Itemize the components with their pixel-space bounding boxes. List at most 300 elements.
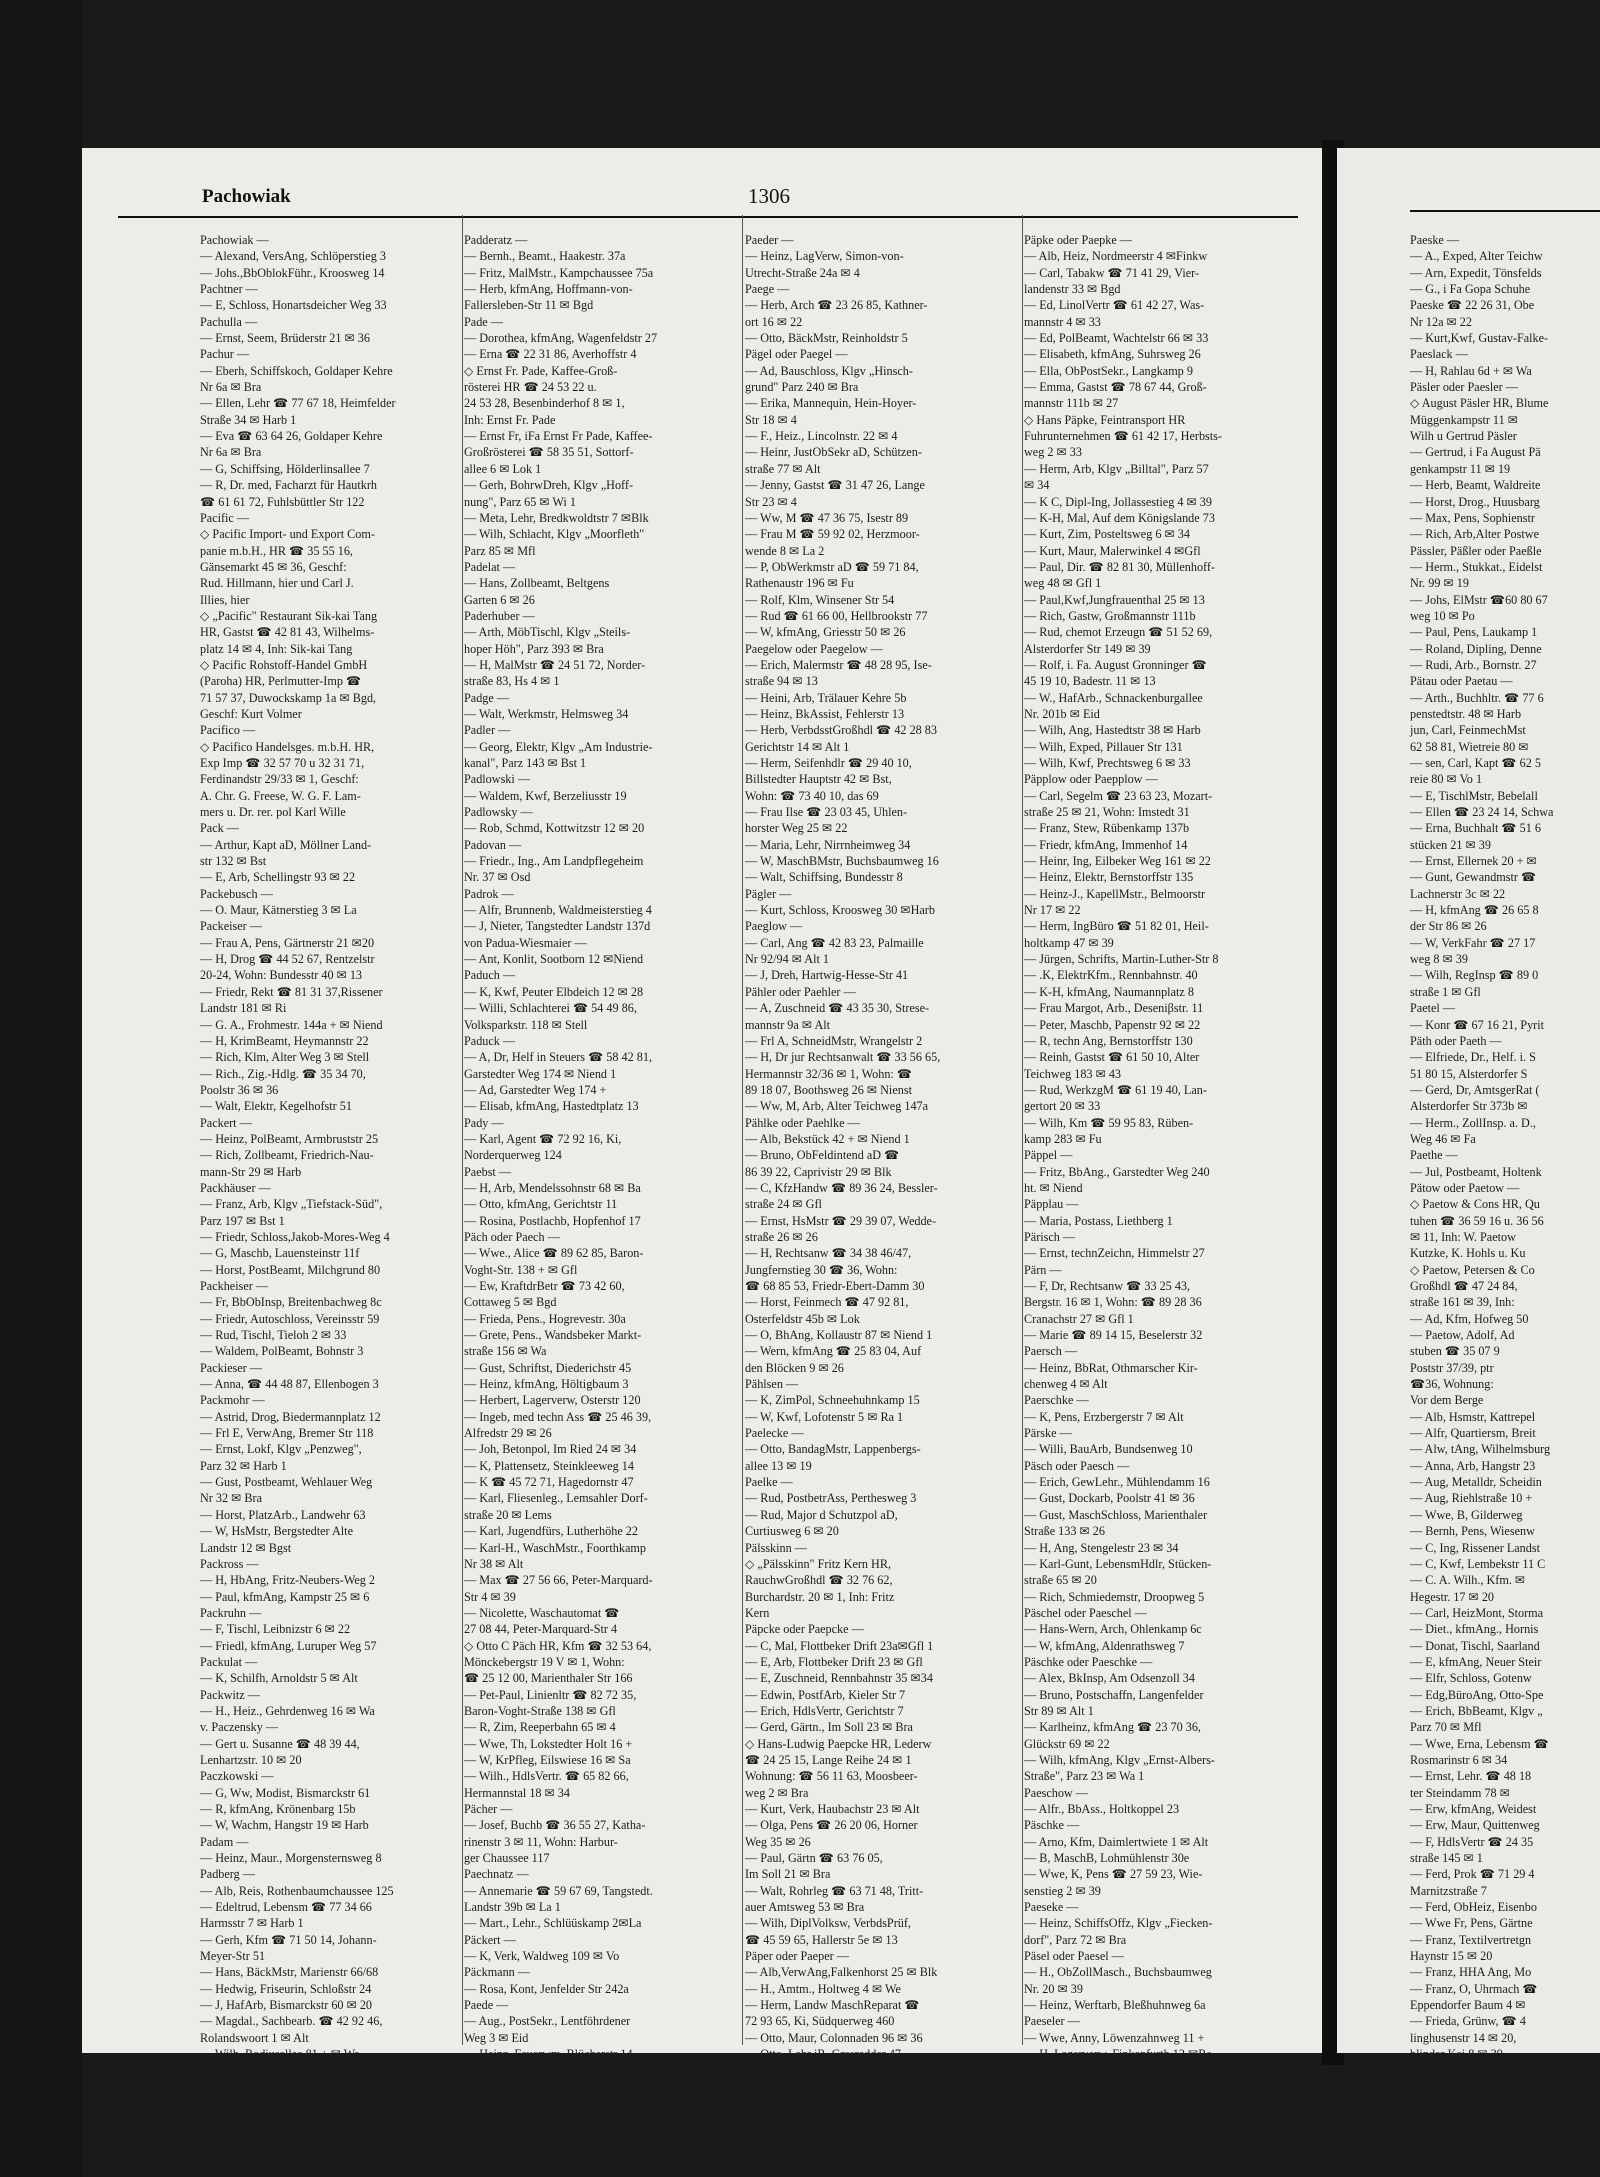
directory-entry-line: — Rud ☎ 61 66 00, Hellbrookstr 77 (745, 608, 928, 623)
directory-entry-line: — Rud, chemot Erzeugn ☎ 51 52 69, (1024, 625, 1213, 640)
directory-entry-line: — Wwe, Anny, Löwenzahnweg 11 + (1024, 2030, 1205, 2045)
directory-entry-line: mannstr 4 ✉ 33 (1024, 314, 1101, 329)
directory-entry-line: Padam — (200, 1834, 249, 1849)
directory-entry-line: Kutzke, K. Hohls u. Ku (1410, 1246, 1526, 1261)
directory-entry-line: rösterei HR ☎ 24 53 22 u. (464, 380, 597, 395)
directory-entry-line: Wilh u Gertrud Päsler (1410, 429, 1517, 444)
directory-entry-line: — H., Heiz., Gehrdenweg 16 ✉ Wa (200, 1703, 375, 1718)
directory-entry-line: — Wilh, DiplVolksw, VerbdsPrüf, (745, 1916, 911, 1931)
directory-entry-line: — Herm., ZollInsp. a. D., (1410, 1115, 1536, 1130)
directory-entry-line: — Magdal., Sachbearb. ☎ 42 92 46, (200, 2014, 383, 2029)
directory-entry-line: — Rich, Schmiedemstr, Droopweg 5 (1024, 1589, 1205, 1604)
directory-entry-line: — Otto, Maur, Colonnaden 96 ✉ 36 (745, 2030, 923, 2045)
directory-entry-line: — Ellen, Lehr ☎ 77 67 18, Heimfelder (200, 396, 396, 411)
directory-entry-line: Alfredstr 29 ✉ 26 (464, 1426, 552, 1441)
directory-entry-line: — Grete, Pens., Wandsbeker Markt- (464, 1328, 642, 1343)
directory-entry-line: — Frieda, Pens., Hogrevestr. 30a (464, 1311, 626, 1326)
directory-entry-line: kamp 283 ✉ Fu (1024, 1131, 1102, 1146)
directory-entry-line: — A., Exped, Alter Teichw (1410, 249, 1543, 264)
directory-entry-line: — C, Ing, Rissener Landst (1410, 1540, 1540, 1555)
directory-entry-line: Osterfeldstr 45b ✉ Lok (745, 1311, 860, 1326)
directory-entry-line: — Friedr, Schiffsing, Mart (1410, 2096, 1541, 2111)
directory-entry-line: HR, Gastst ☎ 42 81 43, Wilhelms- (200, 625, 375, 640)
directory-entry-line: Im Soll 21 ✉ Bra (745, 1867, 831, 1882)
directory-entry-line: ort 16 ✉ 22 (745, 314, 803, 329)
directory-entry-line: — Dorothea, kfmAng, Wagenfeldstr 27 (464, 331, 658, 346)
directory-entry-line: — Heinz, LagVerw, Simon-von- (745, 249, 904, 264)
directory-entry-line: — Gunt, Gewandmstr ☎ (1410, 870, 1537, 885)
directory-entry-line: Str 89 ✉ Alt 1 (1024, 1703, 1094, 1718)
directory-entry-line: Rolandswoort 1 ✉ Alt (200, 2030, 309, 2045)
directory-entry-line: — E, Zuschneid, Rennbahnstr 35 ✉34 (745, 1671, 933, 1686)
directory-entry-line: Packhäuser — (200, 1180, 271, 1195)
directory-entry-line: — Josef, Buchb ☎ 36 55 27, Katha- (464, 1818, 646, 1833)
directory-entry-line: Padberg — (200, 1867, 255, 1882)
directory-entry-line: Jungfernstieg 30 ☎ 36, Wohn: (745, 1262, 898, 1277)
directory-entry-line: — Edwin, PostfArb, Kieler Str 7 (745, 1687, 906, 1702)
directory-entry-line: — Konr ☎ 67 16 21, Pyrit (1410, 1017, 1545, 1032)
directory-entry-line: — Ed, LinolVertr ☎ 61 42 27, Was- (1024, 298, 1205, 313)
directory-entry-line: — Elfriede, Dr., Helf. i. S (1410, 1050, 1536, 1065)
directory-entry-line: — Herb, kfmAng, Hoffmann-von- (464, 282, 633, 297)
directory-entry-line: — Wilh, kfmAng, Klgv „Ernst-Albers- (1024, 1752, 1215, 1767)
directory-entry-line: — Otto, BandagMstr, Lappenbergs- (745, 1442, 921, 1457)
directory-entry-line: 48 30 10, das. 18 ✉ 20 (200, 2096, 312, 2111)
directory-entry-line: — Wwe, Th, Lokstedter Holt 16 + (464, 1736, 633, 1751)
directory-entry-line: — Gerd, Gärtn., Im Soll 23 ✉ Bra (745, 1720, 913, 1735)
directory-entry-line: — Carl, HeizMont, Storma (1410, 1605, 1544, 1620)
directory-entry-line: Padderatz — (464, 233, 528, 247)
directory-entry-line: — Franz, HHA Ang, Mo (1410, 1965, 1532, 1980)
directory-entry-line: Paege — (745, 282, 790, 297)
directory-entry-line: kanal", Parz 143 ✉ Bst 1 (464, 756, 587, 770)
directory-entry-line: ☎ 25 12 00, Marienthaler Str 166 (464, 1671, 633, 1686)
directory-entry-line: — Fritz, BbAng., Garstedter Weg 240 (1024, 1164, 1210, 1179)
directory-entry-line: — H, KrimBeamt, Heymannstr 22 (200, 1033, 369, 1048)
directory-entry-line: rinenstr 3 ✉ 11, Wohn: Harbur- (464, 1834, 618, 1849)
directory-entry-line: Meyer-Str 51 (200, 1949, 266, 1964)
directory-entry-line: straße 83, Hs 4 ✉ 1 (464, 674, 560, 689)
directory-entry-line: Paebst — (464, 1164, 512, 1179)
directory-entry-line: — G, Schiffsing, Hölderlinsallee 7 (200, 461, 370, 476)
directory-entry-line: — Waldem, PolBeamt, Bohnstr 3 (200, 1344, 364, 1359)
directory-entry-line: — O. Maur, Kätnerstieg 3 ✉ La (200, 903, 357, 918)
directory-entry-line: Packieser — (200, 1360, 262, 1375)
directory-entry-line: Paelke — (745, 1475, 793, 1490)
directory-entry-line: — Bruno, ObFeldintend aD ☎ (745, 1148, 900, 1163)
directory-entry-line: — Olga, Pens ☎ 26 20 06, Horner (745, 1818, 918, 1833)
directory-entry-line: — Herb, Beamt, Waldreite (1410, 478, 1541, 493)
directory-entry-line: — Otto, Lehr iR, Grasredder 47 (745, 2047, 902, 2062)
directory-entry-line: — Heinz, Elektr, Bernstorffstr 135 (1024, 870, 1194, 885)
directory-entry-line: ger Chaussee 117 (464, 1851, 550, 1866)
directory-entry-line: horster Weg 25 ✉ 22 (745, 821, 848, 836)
directory-entry-line: Parz 197 ✉ Bst 1 (200, 1213, 285, 1228)
directory-entry-line: — Frieda, Grünw, ☎ 4 (1410, 2014, 1526, 2029)
directory-entry-line: — H, MalMstr ☎ 24 51 72, Norder- (464, 657, 646, 672)
directory-entry-line: — Elisabeth, kfmAng, Suhrsweg 26 (1024, 347, 1201, 362)
directory-entry-line: Paechnatz — (464, 1867, 529, 1882)
directory-entry-line: Exp Imp ☎ 32 57 70 u 32 31 71, (200, 756, 365, 770)
directory-entry-line: jun, Carl, FeinmechMst (1410, 723, 1526, 738)
directory-entry-line: — K, ZimPol, Schneehuhnkamp 15 (745, 1393, 920, 1408)
directory-entry-line: — Kurt, BehAng, Lutterothstr 51 ✉19 (464, 2063, 653, 2078)
directory-entry-line: Päschke oder Paeschke — (1024, 1654, 1153, 1669)
directory-entry-line: 24 53 28, Besenbinderhof 8 ✉ 1, (464, 396, 625, 411)
directory-entry-line: Packheiser — (200, 1279, 269, 1293)
directory-entry-line: — F, Dr, Rechtsanw ☎ 33 25 43, (1024, 1279, 1191, 1293)
directory-entry-line: — E, kfmAng, Neuer Steir (1410, 1654, 1542, 1669)
directory-entry-line: — Horst, Feinmech ☎ 47 92 81, (745, 1295, 909, 1310)
directory-entry-line: — K, Plattensetz, Steinkleeweg 14 (464, 1458, 634, 1473)
directory-entry-line: — R, techn Ang, Bernstorffstr 130 (1024, 1033, 1193, 1048)
directory-entry-line: — Gust, MaschSchloss, Marienthaler (1024, 1507, 1208, 1522)
directory-entry-line: Päch oder Paech — (464, 1229, 560, 1244)
directory-entry-line: 86 39 22, Caprivistr 29 ✉ Blk (745, 1164, 892, 1179)
directory-entry-line: Weg 3 ✉ Eid (464, 2030, 529, 2045)
directory-entry-line: — Rud, PostbetrAss, Perthesweg 3 (745, 1491, 917, 1506)
page-header (118, 180, 1298, 218)
directory-entry-line: — W, MaschBMstr, Buchsbaumweg 16 (745, 854, 939, 869)
directory-entry-line: — Bruno, Postschaffn, Langenfelder (1024, 1687, 1204, 1702)
directory-entry-line: Paethe — (1410, 1148, 1458, 1163)
directory-entry-line: — Karl, Agent ☎ 72 92 16, Ki, (464, 1131, 622, 1146)
directory-entry-line: — Erika, Mannequin, Hein-Hoyer- (745, 396, 917, 411)
directory-entry-line: — P, ObWerkmstr aD ☎ 59 71 84, (745, 559, 919, 574)
directory-entry-line: Nr 17 ✉ 22 (1024, 903, 1081, 918)
directory-entry-line: — Karl, Fliesenleg., Lemsahler Dorf- (464, 1491, 648, 1506)
directory-entry-line: — Rolf, i. Fa. August Gronninger ☎ (1024, 657, 1207, 672)
directory-entry-line: Illies, hier (200, 592, 250, 607)
directory-entry-line: Päschke — (1024, 1818, 1080, 1833)
directory-entry-line: nung", Parz 65 ✉ Wi 1 (464, 494, 576, 509)
directory-entry-line: Pägel oder Paegel — (745, 347, 848, 362)
directory-entry-line: — Gust, Postbeamt, Wehlauer Weg (200, 1475, 373, 1490)
directory-entry-line: Pacific — (200, 510, 250, 525)
directory-entry-line: mann-Str 29 ✉ Harb (200, 1164, 302, 1179)
directory-entry-line: Päsler oder Paesler — (1410, 380, 1518, 395)
directory-entry-line: — Heinz, BbRat, Othmarscher Kir- (1024, 1360, 1198, 1375)
directory-entry-line: Cranachstr 27 ✉ Gfl 1 (1024, 1311, 1134, 1326)
directory-entry-line: — R, kfmAng, Krönenbarg 15b (200, 1802, 356, 1816)
directory-entry-line: — Franz, O, Uhrmach ☎ (1410, 1981, 1538, 1996)
directory-entry-line: — Herm, Landw MaschReparat ☎ (745, 1998, 920, 2013)
directory-entry-line: ◇ Ernst Fr. Pade, Kaffee-Groß- (464, 363, 618, 378)
directory-entry-line: — Ad, Kfm, Hofweg 50 (1410, 1311, 1529, 1326)
directory-entry-line: Pählke oder Paehlke — (745, 1115, 860, 1130)
directory-entry-line: — J, Dreh, Hartwig-Hesse-Str 41 (745, 968, 909, 983)
directory-entry-line: — C, Kwf, Lembekstr 11 C (1410, 1556, 1546, 1571)
directory-entry-line: — Frl A, SchneidMstr, Wrangelstr 2 (745, 1033, 923, 1048)
directory-entry-line: — W, VerkFahr ☎ 27 17 (1410, 935, 1536, 950)
directory-entry-line: — Rosa, Kont, Jenfelder Str 242a (464, 1981, 629, 1996)
directory-entry-line: Straße", Parz 23 ✉ Wa 1 (1024, 1769, 1145, 1784)
directory-entry-line: straße 94 ✉ 13 (745, 674, 818, 689)
directory-entry-line: ☎36, Wohnung: (1410, 1377, 1494, 1392)
directory-entry-line: Weg 35 ✉ 26 (745, 1834, 811, 1849)
directory-entry-line: — Paul,Kwf,Jungfrauenthal 25 ✉ 13 (1024, 592, 1205, 607)
directory-entry-line: — A, Zuschneid ☎ 43 35 30, Strese- (745, 1001, 930, 1016)
directory-entry-line: ◇ Pacifico Handelsges. m.b.H. HR, (200, 739, 375, 754)
directory-entry-line: — Donat, Tischl, Saarland (1410, 1638, 1540, 1653)
directory-entry-line: — Elfr, Schloss, Gotenw (1410, 1671, 1532, 1686)
directory-entry-line: Parz 32 ✉ Harb 1 (200, 1458, 287, 1473)
directory-entry-line: Päckert — (464, 1932, 516, 1947)
directory-entry-line: Paeserack — (1024, 2063, 1088, 2078)
directory-entry-line: — Gust, Dockarb, Poolstr 41 ✉ 36 (1024, 1491, 1195, 1506)
directory-entry-line: wende 8 ✉ La 2 (745, 543, 825, 558)
directory-entry-line: — Horst, Drog., Huusbarg (1410, 494, 1540, 509)
directory-entry-line: Lachnerstr 3c ✉ 22 (1410, 886, 1506, 901)
directory-entry-line: — E, Arb, Schellingstr 93 ✉ 22 (200, 870, 356, 885)
directory-entry-line: holtkamp 47 ✉ 39 (1024, 935, 1114, 950)
directory-entry-line: Pätau oder Paetau — (1410, 674, 1513, 689)
directory-entry-line: Päth oder Paeth — (1410, 1033, 1502, 1048)
directory-entry-line: Harmsstr 7 ✉ Harb 1 (200, 1916, 304, 1931)
directory-entry-line: senstieg 2 ✉ 39 (1024, 1883, 1101, 1898)
directory-entry-line: ◇ Paetow & Cons HR, Qu (1410, 1197, 1540, 1212)
directory-entry-line: Packruhn — (200, 1605, 262, 1620)
directory-entry-line: — Hedwig, Friseurin, Schloßstr 24 (200, 1981, 372, 1996)
directory-entry-line: platz 14 ✉ 4, Inh: Sik-kai Tang (200, 641, 353, 656)
directory-entry-line: — Heinz, Maur., Morgensternsweg 8 (200, 1851, 382, 1866)
directory-entry-line: Päpke oder Paepke — (1024, 233, 1132, 247)
directory-entry-line: Packross — (200, 1556, 259, 1571)
directory-entry-line: Alsterdorfer Str 373b ✉ (1410, 1099, 1528, 1114)
directory-entry-line: — Rich, Arb,Alter Postwe (1410, 527, 1539, 542)
directory-entry-line: — Kurt, Maur, Malerwinkel 4 ✉Gfl (1024, 543, 1201, 558)
directory-entry-line: — Gust, Schriftst, Diederichstr 45 (464, 1360, 632, 1375)
directory-entry-line: Pack — (200, 821, 239, 836)
directory-entry-line: von Padua-Wiesmaier — (464, 935, 587, 950)
directory-entry-line: 72 93 65, Ki, Südquerweg 460 (745, 2014, 895, 2029)
directory-entry-line: Packebusch — (200, 886, 273, 901)
directory-entry-line: Volksparkstr. 118 ✉ Stell (464, 1017, 588, 1032)
directory-entry-line: — Rud, Major d Schutzpol aD, (745, 1507, 898, 1522)
directory-entry-line: — Alfr, Lag, Dulsberg-Süd 7 ✉ 43 (1024, 2079, 1195, 2094)
directory-entry-line: Wohnung: ☎ 56 11 63, Moosbeer- (745, 1769, 918, 1784)
directory-entry-line: auer Amtsweg 53 ✉ Bra (745, 1900, 865, 1915)
directory-entry-line: — Astrid, Drog, Biedermannplatz 12 (200, 1409, 381, 1424)
directory-entry-line: — Anna, ☎ 44 48 87, Ellenbogen 3 (200, 1377, 379, 1392)
directory-entry-line: Pägler — (745, 886, 792, 901)
directory-entry-line: landenstr 33 ✉ Bgd (1024, 282, 1121, 297)
directory-entry-line: — H., Amtm., Holtweg 4 ✉ We (745, 1981, 901, 1996)
directory-entry-line: — W, HsMstr, Bergstedter Alte (200, 1524, 353, 1539)
directory-entry-line: straße 26 ✉ 26 (745, 1229, 818, 1244)
directory-entry-line: — E, TischlMstr, Bebelall (1410, 788, 1538, 803)
directory-entry-line: — Erna ☎ 22 31 86, Averhoffstr 4 (464, 347, 637, 362)
directory-entry-line: — Wilh, Rodiusallee 81 + ✉ Wa (200, 2047, 360, 2062)
directory-entry-line: — C. A. Wilh., Kfm. ✉ (1410, 1573, 1526, 1588)
directory-entry-line: — Maria, Postass, Liethberg 1 (1024, 1213, 1173, 1228)
directory-entry-line: (Paroha) HR, Perlmutter-Imp ☎ (200, 674, 362, 689)
directory-entry-line: — J, Nieter, Tangstedter Landstr 137d (464, 919, 651, 934)
directory-entry-line: — Georg, Elektr, Klgv „Am Industrie- (464, 739, 653, 754)
directory-entry-line: — Wilh, Schlacht, Klgv „Moorfleth" (464, 527, 645, 542)
directory-entry-line: Packert — (200, 1115, 252, 1130)
directory-entry-line: — Rich, Zollbeamt, Friedrich-Nau- (200, 1148, 374, 1163)
directory-entry-line: Fuhrunternehmen ☎ 61 42 17, Herbsts- (1024, 429, 1222, 444)
directory-entry-line: Padler — (464, 723, 511, 738)
directory-entry-line: — Heinz, SchiffsOffz, Klgv „Fiecken- (1024, 1916, 1213, 1931)
directory-entry-line: — Max ☎ 27 56 66, Peter-Marquard- (464, 1573, 653, 1588)
directory-entry-line: — Wilh, Km ☎ 59 95 83, Rüben- (1024, 1115, 1194, 1130)
directory-entry-line: — Paul, Gärtn ☎ 63 76 05, (745, 1851, 883, 1866)
directory-entry-line: — Willi, HdlsVertr, Südersir 345a (464, 2096, 631, 2111)
directory-entry-line: — Rosina, Postlachb, Hopfenhof 17 (464, 1213, 641, 1228)
directory-entry-line: ◇ „Pacific" Restaurant Sik-kai Tang (200, 608, 378, 623)
directory-entry-line: Marnitzstraße 7 (1410, 1883, 1487, 1898)
directory-entry-line: — Edg,BüroAng, Otto-Spe (1410, 1687, 1544, 1702)
directory-entry-line: straße 145 ✉ 1 (1410, 1851, 1483, 1866)
directory-entry-line: panie m.b.H., HR ☎ 35 55 16, (200, 543, 353, 558)
directory-entry-line: Lenhartzstr. 10 ✉ 20 (200, 1752, 302, 1767)
directory-entry-line: straße 20 ✉ Lems (464, 1507, 552, 1522)
directory-entry-line: — W, Wachm, Hangstr 19 ✉ Harb (200, 1818, 369, 1833)
directory-entry-line: weg 10 ✉ Po (1410, 608, 1475, 623)
directory-entry-line: — Herbert, Lagerverw, Osterstr 120 (464, 1393, 641, 1408)
directory-entry-line: — K, Verk, Waldweg 109 ✉ Vo (464, 1949, 620, 1964)
directory-entry-line: Paeschow — (1024, 1785, 1088, 1800)
directory-entry-line: — Marie ☎ 89 14 15, Beselerstr 32 (1024, 1328, 1203, 1343)
directory-entry-line: straße 65 ✉ 20 (1024, 1573, 1097, 1588)
directory-entry-line: Eppendorfer Baum 4 ✉ (1410, 1998, 1526, 2013)
directory-entry-line: Nr. 20 ✉ 39 (1024, 1981, 1083, 1996)
directory-entry-line: — Alfr, Quartiersm, Breit (1410, 1426, 1536, 1441)
directory-entry-line: Poststr 37/39, ptr (1410, 1360, 1494, 1375)
directory-entry-line: — Karl-Gunt, LebensmHdlr, Stücken- (1024, 1556, 1212, 1571)
directory-entry-line: — Elisab, kfmAng, Hastedtplatz 13 (464, 1099, 639, 1114)
directory-entry-line: Rathenaustr 196 ✉ Fu (745, 576, 854, 591)
directory-entry-line: — Otto, kfmAng, Gerichtstr 11 (464, 1197, 618, 1212)
directory-entry-line: — Friedl, kfmAng, Luruper Weg 57 (200, 1638, 377, 1653)
directory-entry-line: Nr 6a ✉ Bra (200, 380, 262, 395)
directory-entry-line: — E, Schloss, Honartsdeicher Weg 33 (200, 298, 387, 313)
directory-entry-line: — Erich, HdlsVertr, Gerichtstr 7 (745, 1703, 904, 1718)
directory-entry-line: — Ernst, Lehr. ☎ 48 18 (1410, 1769, 1532, 1784)
directory-entry-line: — Alfr., BbAss., Holtkoppel 23 (1024, 1802, 1180, 1816)
directory-entry-line: Curtiusweg 6 ✉ 20 (745, 1524, 839, 1539)
directory-entry-line: — H, Arb, Mendelssohnstr 68 ✉ Ba (464, 1180, 641, 1195)
directory-entry-line: — Rolf, Klm, Winsener Str 54 (745, 592, 895, 607)
directory-entry-line: — Karlheinz, kfmAng ☎ 23 70 36, (1024, 1720, 1201, 1735)
directory-entry-line: — Wilh, Exped, Pillauer Str 131 (1024, 739, 1183, 754)
directory-entry-line: — J, HafArb, Bismarckstr 60 ✉ 20 (200, 1998, 373, 2013)
directory-entry-line: Pachtner — (200, 282, 258, 297)
running-head: Pachowiak (202, 186, 291, 207)
directory-entry-line: Paduch — (464, 968, 516, 983)
directory-entry-line: Pälsskinn — (745, 1540, 807, 1555)
directory-entry-line: — Ant, Konlit, Sootborn 12 ✉Niend (464, 952, 644, 967)
directory-entry-line: — Herm, IngBüro ☎ 51 82 01, Heil- (1024, 919, 1209, 934)
directory-entry-line: Packwitz — (200, 1687, 260, 1702)
directory-entry-line: Päpplow oder Paepplow — (1024, 772, 1158, 787)
directory-entry-line: — Roland, Dipling, Denne (1410, 641, 1542, 656)
directory-entry-line: blinder Kai 8 ✉ 39 (1410, 2047, 1503, 2062)
directory-entry-line: — Eberh, Schiffskoch, Goldaper Kehre (200, 363, 393, 378)
directory-entry-line: Str 18 ✉ 4 (745, 412, 797, 427)
directory-entry-line: — Max, Pens, Sophienstr (1410, 510, 1535, 525)
directory-entry-line: — H, Rechtsanw ☎ 34 38 46/47, (745, 1246, 912, 1261)
directory-entry-line: den Blöcken 9 ✉ 26 (745, 1360, 844, 1375)
directory-entry-line: ◇ August Päsler HR, Blume (1410, 396, 1549, 411)
directory-entry-line: — Arth, MöbTischl, Klgv „Steils- (464, 625, 631, 640)
directory-entry-line: — Meta, Lehr, Bredkwoldtstr 7 ✉Blk (464, 510, 649, 525)
directory-entry-line: Päppel — (1024, 1148, 1073, 1163)
directory-entry-line: Utrecht-Straße 24a ✉ 4 (745, 265, 860, 280)
directory-entry-line: Straße 34 ✉ Harb 1 (200, 412, 297, 427)
directory-entry-line: — Aug, Riehlstraße 10 + (1410, 1491, 1533, 1506)
directory-entry-line: — Alex, BkInsp, Am Odsenzoll 34 (1024, 1671, 1195, 1686)
directory-entry-line: — Frau A, Pens, Gärtnerstr 21 ✉20 (200, 935, 375, 950)
directory-entry-line: Päsch oder Paesch — (1024, 1458, 1130, 1473)
directory-entry-line: — Arn, Expedit, Tönsfelds (1410, 265, 1542, 280)
directory-entry-line: chenweg 4 ✉ Alt (1024, 1377, 1108, 1392)
directory-entry-line: ◇ Pacific Import- und Export Com- (200, 527, 375, 542)
directory-entry-line: — K ☎ 45 72 71, Hagedornstr 47 (464, 1475, 634, 1490)
column-divider (462, 215, 463, 2045)
directory-entry-line: Paerschke — (1024, 1393, 1089, 1408)
directory-entry-line: Inh: Ernst Fr. Pade (464, 412, 556, 427)
directory-entry-line: — R, Dr. med, Facharzt für Hautkrh (200, 478, 378, 493)
directory-entry-line: 45 19 10, Badestr. 11 ✉ 13 (1024, 674, 1156, 689)
directory-entry-line: — Alb, Hsmstr, Kattrepel (1410, 1409, 1536, 1424)
directory-entry-line: — W, kfmAng, Aldenrathsweg 7 (1024, 1638, 1185, 1653)
directory-entry-line: — Heinz-J., KapellMstr., Belmoorstr (1024, 886, 1206, 901)
directory-entry-line: — O, BhAng, Kollaustr 87 ✉ Niend 1 (745, 1328, 933, 1343)
directory-entry-line: — H., ObZollMasch., Buchsbaumweg (1024, 1965, 1212, 1980)
directory-entry-line: — Rudi, Arb., Bornstr. 27 (1410, 657, 1537, 672)
directory-entry-line: Mönckebergstr 19 V ✉ 1, Wohn: (464, 1654, 625, 1669)
directory-entry-line: grund" Parz 240 ✉ Bra (745, 380, 859, 395)
directory-entry-line: — Kurt, Zim, Posteltsweg 6 ✉ 34 (1024, 527, 1190, 542)
directory-entry-line: — Gerh, Kfm ☎ 71 50 14, Johann- (200, 1932, 377, 1947)
directory-entry-line: — Wwe., Alice ☎ 89 62 85, Baron- (464, 1246, 644, 1261)
directory-entry-line: — Rud, Tischl, Tieloh 2 ✉ 33 (200, 1328, 347, 1343)
directory-entry-line: — Ferd, ObHeiz, Eisenbo (1410, 1900, 1537, 1915)
directory-entry-line: — K, Pens, Erzbergerstr 7 ✉ Alt (1024, 1409, 1184, 1424)
directory-entry-line: Paderhuber — (464, 608, 535, 623)
directory-entry-line: weg 48 ✉ Gfl 1 (1024, 576, 1102, 591)
directory-entry-line: ◇ Paetow, Petersen & Co (1410, 1262, 1535, 1277)
directory-entry-line: ht. ✉ Niend (1024, 1180, 1083, 1195)
directory-entry-line: — K, Kwf, Peuter Elbdeich 12 ✉ 28 (464, 984, 644, 999)
directory-entry-line: Billstedter Hauptstr 42 ✉ Bst, (745, 772, 892, 787)
directory-entry-line: — Ernst Fr, iFa Ernst Fr Pade, Kaffee- (464, 429, 653, 444)
directory-entry-line: — Walt, Rohrleg ☎ 63 71 48, Tritt- (745, 1883, 924, 1898)
directory-entry-line: — Ed, PolBeamt, Wachtelstr 66 ✉ 33 (1024, 331, 1209, 346)
directory-entry-line: — Franz, Arb, Klgv „Tiefstack-Süd", (200, 1197, 383, 1212)
directory-entry-line: Landstr 12 ✉ Bgst (200, 1540, 292, 1555)
directory-entry-line: mannstr 111b ✉ 27 (1024, 396, 1119, 411)
directory-entry-line: Päpplau — (1024, 1197, 1079, 1212)
directory-entry-line: Voght-Str. 138 + ✉ Gfl (464, 1262, 578, 1277)
directory-entry-line: — Aug, Metalldr, Scheidin (1410, 1475, 1542, 1490)
directory-entry-line: ☎ 45 59 65, Hallerstr 5e ✉ 13 (745, 1932, 898, 1947)
directory-entry-line: — Karl-H., WaschMstr., Foorthkamp (464, 1540, 646, 1555)
directory-entry-line: — Ernst, Seem, Brüderstr 21 ✉ 36 (200, 331, 370, 346)
directory-entry-line: — H, HbAng, Fritz-Neubers-Weg 2 (200, 1573, 376, 1588)
directory-entry-line: Kern (745, 1605, 770, 1620)
directory-entry-line: ☎ 61 61 72, Fuhlsbüttler Str 122 (200, 494, 365, 509)
directory-entry-line: — Herb, Arch ☎ 23 26 85, Kathner- (745, 298, 928, 313)
directory-entry-line: ◇ Pacific Rohstoff-Handel GmbH (200, 657, 368, 672)
directory-entry-line: Paetel — (1410, 1001, 1456, 1016)
directory-entry-line: straße 77 ✉ Alt (745, 461, 821, 476)
directory-entry-line: — Frau M ☎ 59 92 02, Herzmoor- (745, 527, 920, 542)
directory-entry-line: Paeseler — (1024, 2014, 1080, 2029)
